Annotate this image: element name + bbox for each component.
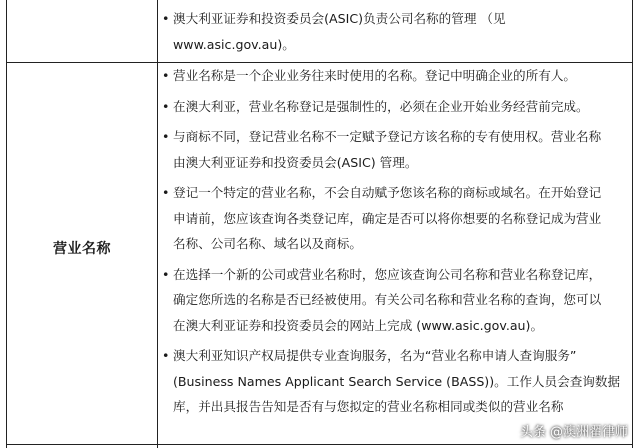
bullet-icon: • <box>162 129 170 144</box>
table-left-border <box>6 0 7 448</box>
column-divider <box>157 0 158 448</box>
list-item <box>162 180 628 257</box>
item-line: 澳大利亚证券和投资委员会(ASIC)负责公司名称的管理 （见 <box>173 11 506 26</box>
row-divider-bottom <box>6 444 632 445</box>
item-line: 在澳大利亚，营业名称登记是强制性的，必须在企业开始业务经营前完成。 <box>173 98 589 114</box>
list-item <box>162 124 628 175</box>
item-line: 登记一个特定的营业名称，不会自动赋予您该名称的商标或域名。在开始登记 <box>173 185 602 200</box>
watermark: 头条 @澳洲翟律师 <box>519 425 628 440</box>
bullet-icon: • <box>162 98 170 114</box>
item-line: 库，并出具报告告知是否有与您拟定的营业名称相同或类似的营业名称 <box>173 399 564 414</box>
list-item <box>162 262 628 339</box>
bullet-icon: • <box>162 266 170 282</box>
item-line: 申请前，您应该查询各类登记库，确定是否可以将你想要的名称登记成为营业 <box>173 210 602 226</box>
list-item <box>162 63 628 89</box>
item-line: 由澳大利亚证券和投资委员会(ASIC) 管理。 <box>173 154 418 170</box>
list-item <box>162 94 628 120</box>
item-line: (Business Names Applicant Search Service (BASS))。工作人员会查询数据 <box>173 373 621 389</box>
bullet-icon: • <box>162 68 170 83</box>
list-item <box>162 6 628 57</box>
item-line: 澳大利亚知识产权局提供专业查询服务，名为“营业名称申请人查询服务” <box>173 348 577 363</box>
bullet-icon: • <box>162 185 170 200</box>
table-right-border <box>632 0 633 448</box>
row2-content <box>162 63 628 420</box>
item-line: 在澳大利亚证券和投资委员会的网站上完成 (www.asic.gov.au)。 <box>173 317 544 333</box>
row1-content <box>162 6 628 57</box>
item-line: 确定您所选的名称是否已经被使用。有关公司名称和营业名称的查询，您可以 <box>173 292 602 307</box>
item-line: 名称、公司名称、域名以及商标。 <box>173 236 362 251</box>
row-label: 营业名称 <box>53 241 111 257</box>
list-item <box>162 343 628 420</box>
item-line: 营业名称是一个企业业务往来时使用的名称。登记中明确企业的所有人。 <box>173 68 576 83</box>
item-line: www.asic.gov.au)。 <box>173 36 295 52</box>
item-line: 在选择一个新的公司或营业名称时，您应该查询公司名称和营业名称登记库， <box>173 266 602 282</box>
item-line: 与商标不同，登记营业名称不一定赋予登记方该名称的专有使用权。营业名称 <box>173 129 602 144</box>
bullet-icon: • <box>162 11 170 26</box>
bullet-icon: • <box>162 348 170 363</box>
